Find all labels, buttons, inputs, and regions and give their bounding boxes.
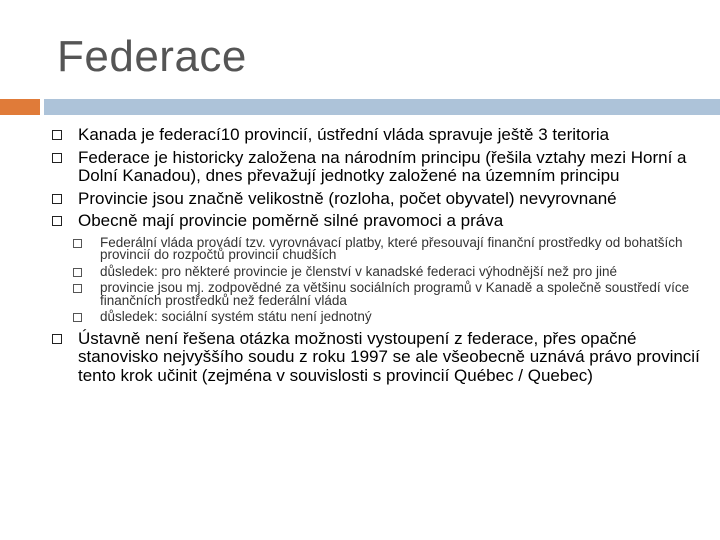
square-sub-bullet-icon [73, 284, 82, 293]
square-bullet-icon [52, 153, 62, 163]
square-sub-bullet-icon [73, 239, 82, 248]
title-rule-bar [44, 99, 720, 115]
sub-bullet-item [50, 234, 700, 262]
square-sub-bullet-icon [73, 268, 82, 277]
bullet-text: Kanada je federací10 provincií, ústřední vláda spravuje ještě 3 teritoria [78, 125, 610, 144]
slide-body [50, 126, 700, 385]
bullet-text: Federace je historicky založena na národním principu (řešila vztahy mezi Horní a Dolní Kanadou), dnes převažují jednotky založené na územním principu [78, 147, 687, 185]
sub-bullet-text: důsledek: sociální systém státu není jednotný [100, 309, 372, 324]
bullet-item [50, 190, 700, 209]
sub-bullet-item [50, 282, 700, 307]
bullet-text: Ústavně není řešena otázka možnosti vystoupení z federace, přes opačné stanovisko nejvyššího soudu z roku 1997 se ale všeobecně uznává právo provincií tento krok učinit (zejména v souvislosti s provincií Québec / Quebec) [78, 328, 700, 385]
bullet-item [50, 212, 700, 231]
bullet-text: Provincie jsou značně velikostně (rozloha, počet obyvatel) nevyrovnané [78, 188, 617, 208]
sub-bullet-item [50, 311, 700, 324]
title-accent-bar [0, 99, 40, 115]
bullet-item [50, 126, 700, 145]
bullet-item [50, 330, 700, 386]
square-sub-bullet-icon [73, 313, 82, 322]
sub-bullet-text: provincie jsou mj. zodpovědné za většinu sociálních programů v Kanadě a společně soustředí více finančních prostředků než federální vláda [100, 280, 690, 308]
sub-bullet-text: Federální vláda provádí tzv. vyrovnávací platby, které přesouvají finanční prostředky od bohatších provincií do rozpočtů provincií chudších [100, 234, 683, 262]
square-bullet-icon [52, 194, 62, 204]
bullet-item [50, 149, 700, 186]
bullet-text: Obecně mají provincie poměrně silné pravomoci a práva [78, 211, 504, 230]
square-bullet-icon [52, 130, 62, 140]
sub-bullet-text: důsledek: pro některé provincie je členství v kanadské federaci výhodnější než pro jiné [100, 263, 618, 279]
square-bullet-icon [52, 216, 62, 226]
slide-title: Federace [57, 32, 247, 81]
square-bullet-icon [52, 334, 62, 344]
sub-bullet-item [50, 263, 700, 279]
